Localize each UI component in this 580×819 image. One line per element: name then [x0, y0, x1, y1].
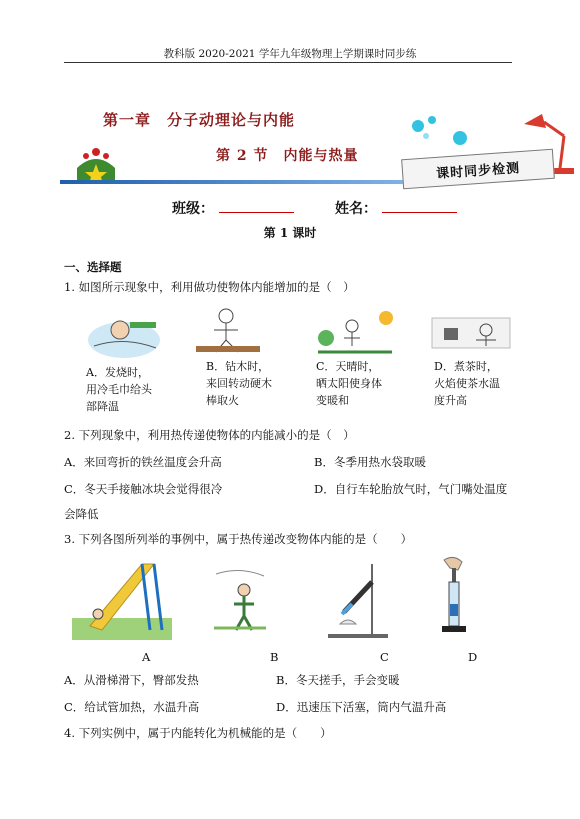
- q2-option-d: D．自行车轮胎放气时，气门嘴处温度: [314, 482, 508, 496]
- q1-image-d: [428, 308, 514, 360]
- q1-option-c-line2: 晒太阳使身体: [316, 377, 382, 390]
- q3-label-c: C: [380, 650, 389, 664]
- q1-option-c-line3: 变暖和: [316, 394, 349, 407]
- name-label: 姓名：: [335, 201, 377, 217]
- section-title: 第 2 节 内能与热量: [216, 148, 359, 164]
- class-blank[interactable]: [219, 212, 294, 213]
- q3-image-slide: [72, 556, 172, 644]
- q1-image-a: [84, 310, 168, 366]
- question-4-stem: 4. 下列实例中，属于内能转化为机械能的是（ ）: [64, 726, 332, 740]
- q1-option-b-line1: B．钻木时，: [206, 360, 270, 373]
- q3-option-a: A．从滑梯滑下，臀部发热: [64, 673, 199, 687]
- q1-option-c-line1: C．天晴时，: [316, 360, 380, 373]
- question-2-stem: 2. 下列现象中，利用热传递使物体的内能减小的是（ ）: [64, 428, 355, 442]
- q3-label-d: D: [468, 650, 478, 664]
- q1-option-a-line3: 部降温: [86, 400, 119, 413]
- q3-option-b: B．冬天搓手，手会变暖: [276, 673, 400, 687]
- name-blank[interactable]: [382, 212, 457, 213]
- q1-option-b-line3: 棒取火: [206, 394, 239, 407]
- q2-option-c: C．冬天手接触冰块会觉得很冷: [64, 482, 223, 496]
- q1-option-d-line2: 火焰使茶水温: [434, 377, 500, 390]
- q1-option-a-line2: 用冷毛巾给头: [86, 383, 152, 396]
- bubble-decoration: [408, 112, 468, 156]
- q3-label-a: A: [142, 650, 151, 664]
- question-3-stem: 3. 下列各图所列举的事例中，属于热传递改变物体内能的是（ ）: [64, 532, 413, 546]
- q2-option-a: A．来回弯折的铁丝温度会升高: [64, 455, 222, 469]
- question-section-title: 一、选择题: [64, 260, 122, 274]
- page-header: 教科版 2020-2021 学年九年级物理上学期课时同步练: [163, 48, 417, 60]
- q1-option-d-line1: D．煮茶时，: [434, 360, 498, 373]
- q3-label-b: B: [270, 650, 279, 664]
- chapter-title: 第一章 分子动理论与内能: [103, 111, 296, 129]
- q3-image-hands: [210, 564, 270, 636]
- q1-image-b: [186, 306, 270, 360]
- q3-option-d: D．迅速压下活塞，筒内气温升高: [276, 700, 447, 714]
- class-label: 班级：: [172, 201, 214, 217]
- q2-option-b: B．冬季用热水袋取暖: [314, 455, 426, 469]
- q1-option-a-line1: A．发烧时，: [86, 366, 149, 379]
- q3-image-testtube: [322, 560, 394, 644]
- banner-line: [60, 180, 405, 184]
- header-divider: [64, 62, 512, 63]
- q3-option-c: C．给试管加热，水温升高: [64, 700, 200, 714]
- q1-option-d-line3: 度升高: [434, 394, 467, 407]
- question-1-stem: 1. 如图所示现象中，利用做功使物体内能增加的是（ ）: [64, 280, 355, 294]
- q2-option-d-cont: 会降低: [64, 507, 99, 521]
- practice-stamp: 课时同步检测: [401, 149, 555, 190]
- q3-image-piston: [436, 556, 472, 642]
- q1-image-c: [312, 308, 398, 362]
- lesson-title: 第 1 课时: [263, 226, 317, 240]
- q1-option-b-line2: 来回转动硬木: [206, 377, 272, 390]
